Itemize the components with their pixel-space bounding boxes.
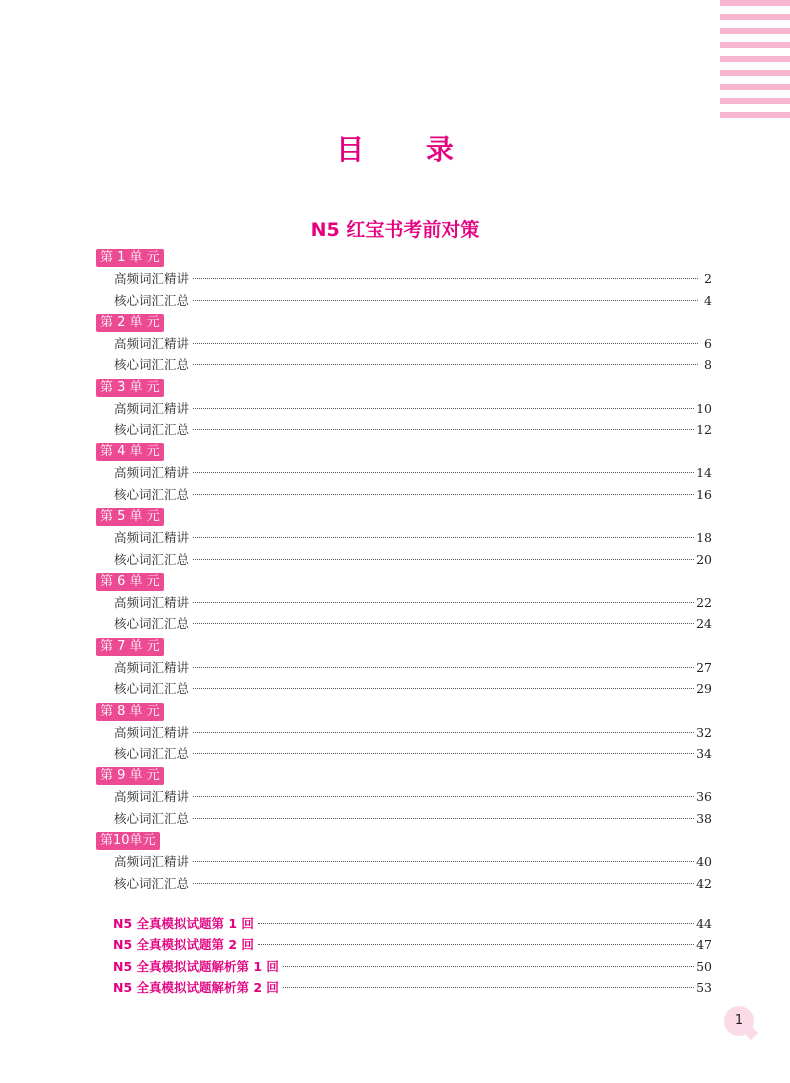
entry-title: 高频词汇精讲 — [114, 465, 190, 481]
entry-page: 8 — [704, 357, 712, 373]
entry-page: 16 — [696, 486, 712, 502]
test-title: N5 全真模拟试题解析第 2 回 — [113, 980, 279, 996]
entry-page: 6 — [704, 335, 712, 351]
unit-badge: 第 6 单 元 — [96, 573, 164, 591]
entry-page: 42 — [696, 875, 712, 891]
toc-entry[interactable] — [96, 398, 712, 420]
unit-badge: 第 4 单 元 — [96, 443, 164, 461]
test-entry[interactable] — [113, 977, 712, 998]
toc-entry[interactable] — [96, 851, 712, 873]
entry-title: 核心词汇汇总 — [114, 292, 190, 308]
entry-title: 核心词汇汇总 — [114, 875, 190, 891]
dot-leader — [193, 343, 698, 344]
toc-unit — [96, 311, 712, 376]
dot-leader — [193, 559, 694, 560]
entry-title: 核心词汇汇总 — [114, 810, 190, 826]
entry-page: 34 — [696, 746, 712, 762]
entry-title: 高频词汇精讲 — [114, 789, 190, 805]
dot-leader — [258, 944, 694, 945]
test-title: N5 全真模拟试题第 2 回 — [113, 937, 254, 953]
toc-entry[interactable] — [96, 333, 712, 355]
entry-page: 27 — [696, 659, 712, 675]
entry-title: 高频词汇精讲 — [114, 594, 190, 610]
entry-page: 22 — [696, 594, 712, 610]
dot-leader — [258, 923, 694, 924]
toc-unit — [96, 829, 712, 894]
test-page: 53 — [696, 980, 712, 996]
dot-leader — [193, 667, 694, 668]
dot-leader — [193, 861, 694, 862]
toc-unit — [96, 246, 712, 311]
toc-units — [96, 246, 712, 894]
toc-unit — [96, 440, 712, 505]
toc-entry[interactable] — [96, 419, 712, 441]
dot-leader — [193, 472, 694, 473]
dot-leader — [193, 408, 694, 409]
dot-leader — [193, 602, 694, 603]
toc-entry[interactable] — [96, 462, 712, 484]
dot-leader — [193, 537, 694, 538]
dot-leader — [193, 688, 694, 689]
dot-leader — [193, 732, 694, 733]
entry-title: 核心词汇汇总 — [114, 681, 190, 697]
entry-title: 高频词汇精讲 — [114, 659, 190, 675]
entry-page: 36 — [696, 789, 712, 805]
unit-badge: 第 3 单 元 — [96, 379, 164, 397]
test-title: N5 全真模拟试题解析第 1 回 — [113, 958, 279, 974]
entry-page: 4 — [704, 292, 712, 308]
entry-title: 核心词汇汇总 — [114, 551, 190, 567]
toc-tests — [113, 913, 712, 999]
toc-entry[interactable] — [96, 873, 712, 895]
toc-entry[interactable] — [96, 290, 712, 312]
test-title: N5 全真模拟试题第 1 回 — [113, 916, 254, 931]
dot-leader — [193, 364, 698, 365]
unit-badge: 第 1 单 元 — [96, 249, 164, 267]
toc-entry[interactable] — [96, 613, 712, 635]
toc-entry[interactable] — [96, 527, 712, 549]
unit-badge: 第 5 单 元 — [96, 508, 164, 526]
toc-unit — [96, 635, 712, 700]
toc-unit — [96, 764, 712, 829]
toc-unit — [96, 376, 712, 441]
entry-page: 2 — [704, 271, 712, 286]
entry-title: 核心词汇汇总 — [114, 616, 190, 632]
entry-page: 12 — [696, 422, 712, 438]
dot-leader — [193, 623, 694, 624]
entry-title: 高频词汇精讲 — [114, 400, 190, 416]
entry-title: 高频词汇精讲 — [114, 335, 190, 351]
toc-unit — [96, 505, 712, 570]
page-title: 目 录 — [336, 133, 480, 166]
test-entry[interactable] — [113, 956, 712, 977]
test-page: 47 — [696, 937, 712, 953]
toc-entry[interactable] — [96, 808, 712, 830]
test-page: 44 — [696, 916, 712, 931]
entry-title: 高频词汇精讲 — [114, 724, 190, 740]
toc-entry[interactable] — [96, 743, 712, 765]
entry-title: 核心词汇汇总 — [114, 357, 190, 373]
dot-leader — [193, 429, 694, 430]
entry-title: 核心词汇汇总 — [114, 746, 190, 762]
entry-page: 40 — [696, 854, 712, 870]
toc-entry[interactable] — [96, 678, 712, 700]
dot-leader — [283, 987, 694, 988]
dot-leader — [193, 494, 694, 495]
dot-leader — [193, 818, 694, 819]
unit-badge: 第 7 单 元 — [96, 638, 164, 656]
entry-page: 18 — [696, 530, 712, 546]
entry-page: 10 — [696, 400, 712, 416]
entry-title: 高频词汇精讲 — [114, 530, 190, 546]
toc-unit — [96, 700, 712, 765]
book-subtitle: N5 红宝书考前对策 — [310, 219, 480, 241]
entry-page: 29 — [696, 681, 712, 697]
entry-page: 24 — [696, 616, 712, 632]
toc-entry[interactable] — [96, 354, 712, 376]
entry-title: 高频词汇精讲 — [114, 271, 190, 286]
entry-page: 20 — [696, 551, 712, 567]
dot-leader — [283, 966, 694, 967]
unit-badge: 第10单元 — [96, 832, 160, 850]
toc-unit — [96, 570, 712, 635]
toc-entry[interactable] — [96, 657, 712, 679]
entry-title: 高频词汇精讲 — [114, 854, 190, 870]
decorative-stripes — [720, 0, 790, 120]
test-entry[interactable] — [113, 913, 712, 934]
toc-entry[interactable] — [96, 592, 712, 614]
dot-leader — [193, 796, 694, 797]
dot-leader — [193, 753, 694, 754]
unit-badge: 第 2 单 元 — [96, 314, 164, 332]
toc-entry[interactable] — [96, 722, 712, 744]
test-entry[interactable] — [113, 934, 712, 955]
entry-page: 38 — [696, 810, 712, 826]
entry-page: 32 — [696, 724, 712, 740]
toc-entry[interactable] — [96, 484, 712, 506]
dot-leader — [193, 883, 694, 884]
page-number: 1 — [724, 1006, 754, 1036]
unit-badge: 第 9 单 元 — [96, 767, 164, 785]
unit-badge: 第 8 单 元 — [96, 703, 164, 721]
test-page: 50 — [696, 958, 712, 974]
toc-entry[interactable] — [96, 786, 712, 808]
dot-leader — [193, 278, 698, 279]
toc-entry[interactable] — [96, 549, 712, 571]
dot-leader — [193, 300, 698, 301]
toc-entry[interactable] — [96, 268, 712, 290]
entry-page: 14 — [696, 465, 712, 481]
entry-title: 核心词汇汇总 — [114, 486, 190, 502]
entry-title: 核心词汇汇总 — [114, 422, 190, 438]
